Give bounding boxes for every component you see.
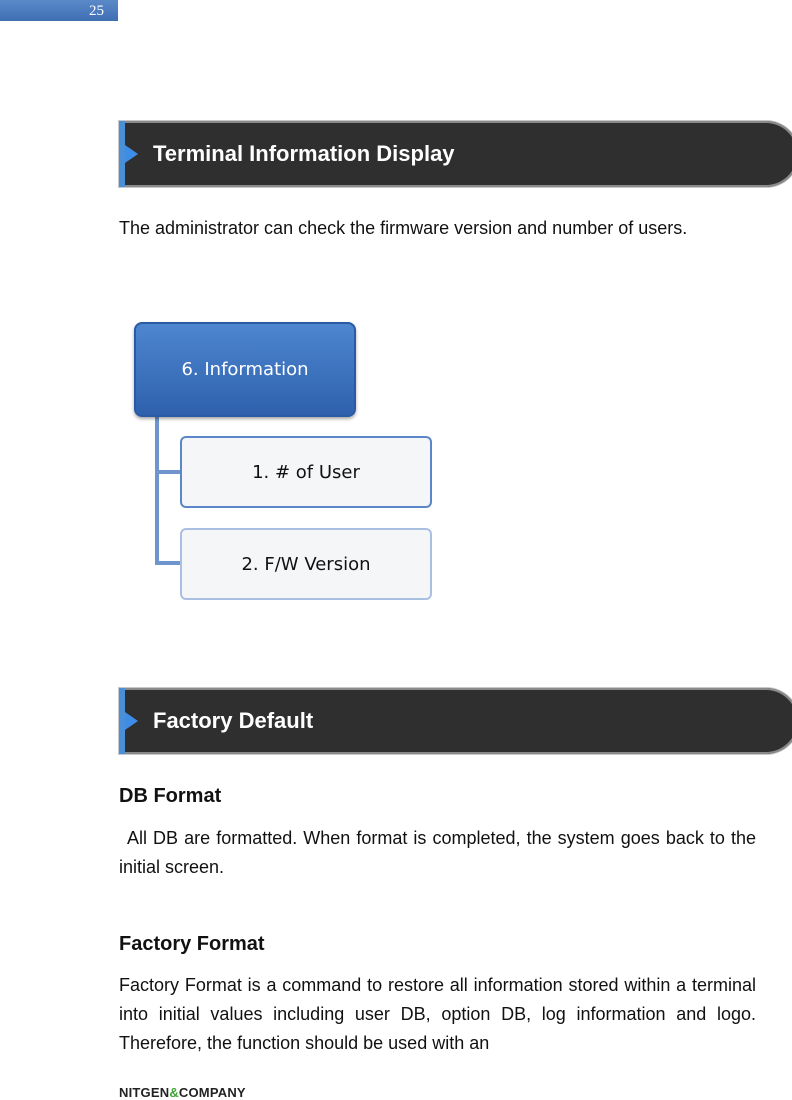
section-header-terminal-information [119,121,792,187]
factory-format-paragraph: Factory Format is a command to restore all information stored within a terminal into initial values including user DB, option DB, log information and logo. Therefore, the function should be used with an [119,975,756,1053]
logo-ampersand: & [169,1085,179,1100]
section-title: Factory Default [153,708,314,733]
db-format-paragraph: All DB are formatted. When format is completed, the system goes back to the initial screen. [119,828,756,877]
tree-connector-branch [155,470,181,474]
menu-node-user-count: 1. # of User [180,436,432,508]
section-header-factory-default [119,688,792,754]
factory-format-heading: Factory Format [119,933,265,955]
db-format-heading: DB Format [119,785,222,807]
menu-node-information: 6. Information [134,322,356,417]
tree-connector-vertical [155,417,159,564]
company-logo [119,1085,246,1100]
play-arrow-icon [125,712,138,730]
section-title: Terminal Information Display [153,141,455,166]
logo-text-left: NITGEN [119,1085,170,1100]
play-arrow-icon [125,145,138,163]
tree-connector-branch [155,561,181,565]
page-number: 25 [0,0,118,21]
logo-text-right: COMPANY [178,1085,246,1100]
menu-node-fw-version: 2. F/W Version [180,528,432,600]
intro-paragraph: The administrator can check the firmware version and number of users. [119,218,688,238]
